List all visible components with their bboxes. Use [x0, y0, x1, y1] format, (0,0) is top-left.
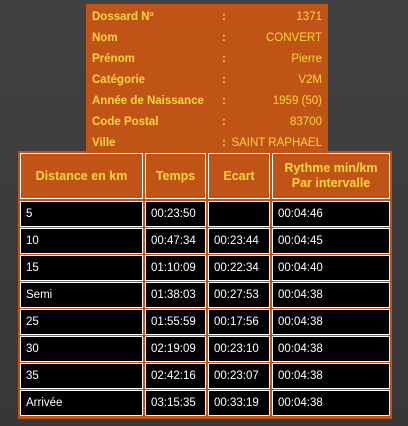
info-colon: :: [222, 95, 226, 107]
cell-pace: 00:04:38: [272, 363, 390, 389]
info-colon: :: [222, 32, 226, 44]
cell-time: 01:10:09: [145, 255, 206, 281]
info-value: Pierre: [291, 53, 322, 65]
header-time: Temps: [145, 153, 206, 199]
cell-gap: 00:22:34: [208, 255, 270, 281]
cell-pace: 00:04:38: [272, 390, 390, 416]
info-row-category: [86, 70, 328, 90]
info-value: V2M: [298, 74, 322, 86]
cell-distance: Arrivée: [20, 390, 143, 416]
info-value: 83700: [290, 116, 322, 128]
info-label: Prénom: [92, 53, 135, 65]
header-pace-line2: Par intervalle: [291, 176, 371, 190]
info-label: Ville: [92, 137, 116, 149]
cell-time: 01:38:03: [145, 282, 206, 308]
header-pace-line1: Rythme min/km: [284, 161, 378, 175]
cell-pace: 00:04:40: [272, 255, 390, 281]
info-label: Dossard Nº: [92, 11, 154, 23]
cell-pace: 00:04:38: [272, 336, 390, 362]
cell-pace: 00:04:46: [272, 201, 390, 227]
info-colon: :: [222, 11, 226, 23]
info-colon: :: [222, 53, 226, 65]
info-colon: :: [222, 137, 226, 149]
info-row-birth-year: [86, 91, 328, 111]
splits-table: [18, 151, 392, 419]
cell-distance: 5: [20, 201, 143, 227]
info-label: Année de Naissance: [92, 95, 204, 107]
cell-gap: 00:23:07: [208, 363, 270, 389]
header-distance: Distance en km: [20, 153, 143, 199]
info-colon: :: [222, 74, 226, 86]
info-value: 1959 (50): [272, 95, 322, 107]
cell-time: 00:23:50: [145, 201, 206, 227]
info-row-postal-code: [86, 112, 328, 132]
info-colon: :: [222, 116, 226, 128]
info-row-last-name: [86, 28, 328, 48]
cell-time: 00:47:34: [145, 228, 206, 254]
cell-time: 02:42:16: [145, 363, 206, 389]
cell-gap: 00:33:19: [208, 390, 270, 416]
info-label: Nom: [92, 32, 118, 44]
cell-gap: 00:23:44: [208, 228, 270, 254]
info-value: 1371: [296, 11, 322, 23]
cell-distance: 10: [20, 228, 143, 254]
info-value: SAINT RAPHAEL: [231, 137, 322, 149]
header-pace: [272, 153, 390, 199]
cell-pace: 00:04:45: [272, 228, 390, 254]
info-label: Code Postal: [92, 116, 159, 128]
cell-distance: 35: [20, 363, 143, 389]
cell-distance: 15: [20, 255, 143, 281]
info-row-first-name: [86, 49, 328, 69]
cell-distance: 25: [20, 309, 143, 335]
info-value: CONVERT: [265, 32, 322, 44]
cell-gap: 00:27:53: [208, 282, 270, 308]
cell-gap: [208, 201, 270, 227]
cell-time: 02:19:09: [145, 336, 206, 362]
cell-time: 03:15:35: [145, 390, 206, 416]
cell-distance: Semi: [20, 282, 143, 308]
header-gap: Ecart: [208, 153, 270, 199]
cell-pace: 00:04:38: [272, 282, 390, 308]
info-row-city: [86, 133, 328, 153]
cell-gap: 00:23:10: [208, 336, 270, 362]
cell-gap: 00:17:56: [208, 309, 270, 335]
info-row-bib: [86, 7, 328, 27]
cell-pace: 00:04:38: [272, 309, 390, 335]
runner-info-panel: [86, 4, 328, 152]
cell-distance: 30: [20, 336, 143, 362]
cell-time: 01:55:59: [145, 309, 206, 335]
info-label: Catégorie: [92, 74, 146, 86]
